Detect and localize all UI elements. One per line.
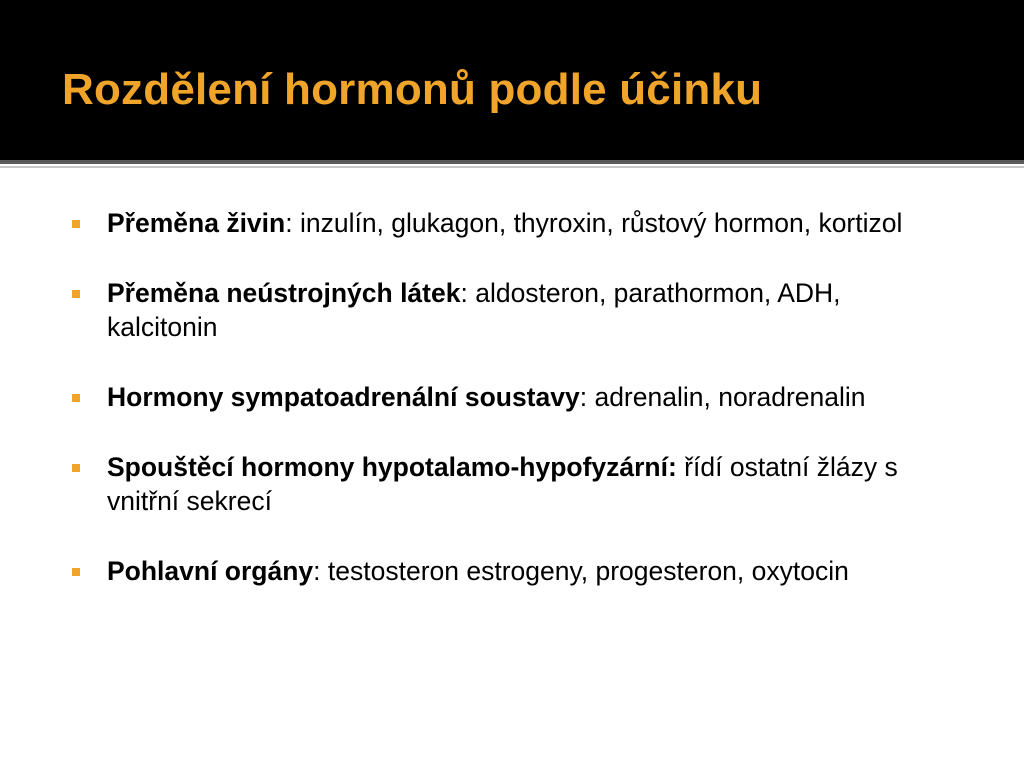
bullet-item: [72, 206, 952, 240]
slide-title: Rozdělení hormonů podle účinku: [62, 65, 763, 114]
bullet-list: [72, 206, 952, 624]
bullet-item: [72, 554, 952, 588]
bullet-label: Hormony sympatoadrenální soustavy: [107, 382, 580, 412]
bullet-separator: :: [579, 382, 588, 412]
bullet-label: Spouštěcí hormony hypotalamo-hypofyzární:: [107, 452, 677, 482]
header-divider-light: [0, 166, 1024, 168]
bullet-separator: :: [285, 208, 293, 238]
bullet-label: Přeměna neústrojných látek: [107, 278, 461, 308]
header-divider: [0, 160, 1024, 164]
orange-square-bullet-icon: [72, 464, 80, 472]
bullet-item: [72, 450, 952, 518]
bullet-text: aldosteron, parathormon, ADH, kalcitonin: [107, 278, 841, 342]
orange-square-bullet-icon: [72, 568, 80, 576]
bullet-label: Pohlavní orgány: [107, 556, 314, 586]
bullet-separator: :: [313, 556, 321, 586]
bullet-text: testosteron estrogeny, progesteron, oxytocin: [320, 556, 849, 586]
bullet-separator: :: [460, 278, 468, 308]
orange-square-bullet-icon: [72, 394, 80, 402]
title-bar: [0, 0, 1024, 160]
bullet-text: adrenalin, noradrenalin: [587, 382, 866, 412]
bullet-text: řídí ostatní žlázy s vnitřní sekrecí: [107, 452, 898, 516]
bullet-item: [72, 380, 952, 414]
bullet-label: Přeměna živin: [107, 208, 286, 238]
orange-square-bullet-icon: [72, 220, 80, 228]
bullet-text: inzulín, glukagon, thyroxin, růstový hormon, kortizol: [292, 208, 903, 238]
orange-square-bullet-icon: [72, 290, 80, 298]
bullet-item: [72, 276, 952, 344]
